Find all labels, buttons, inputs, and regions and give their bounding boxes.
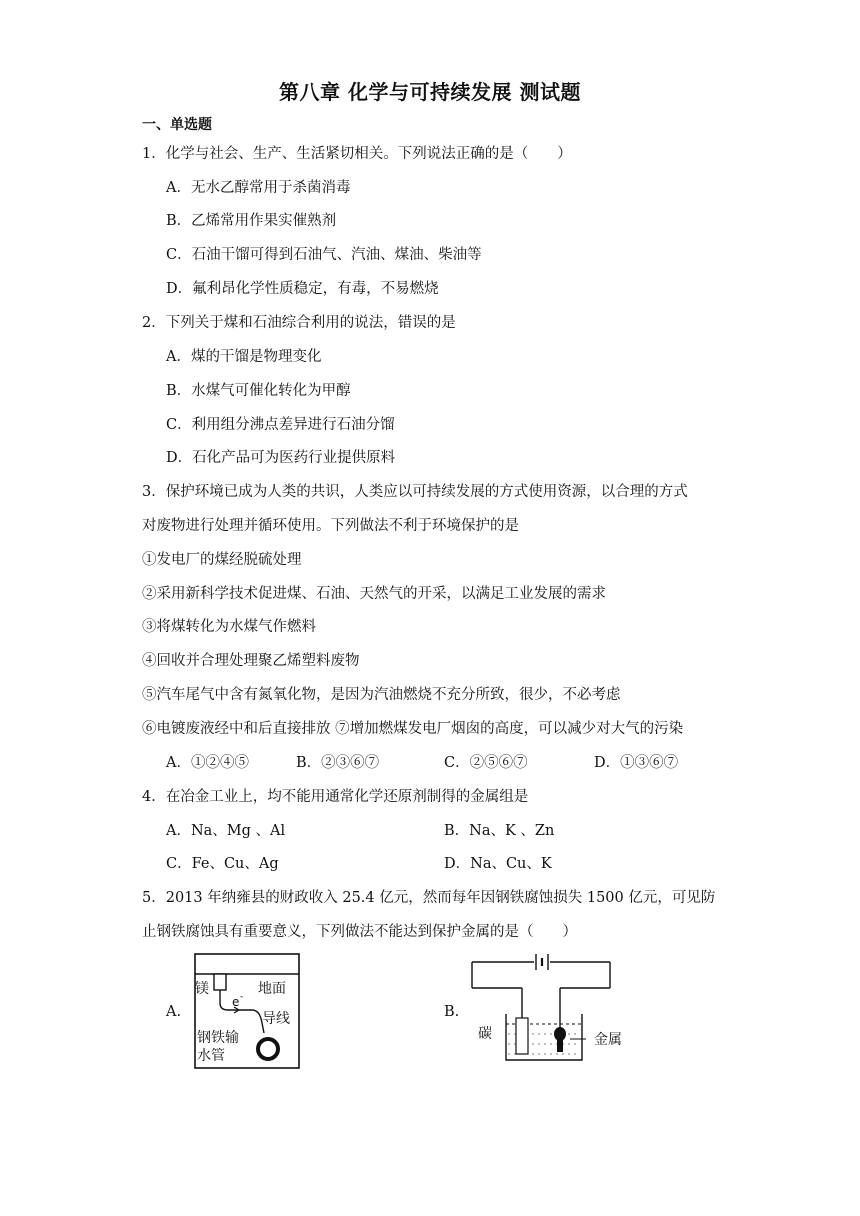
q3-item-1: ①发电厂的煤经脱硫处理 <box>142 552 302 568</box>
section-heading: 一、单选题 <box>142 117 212 133</box>
q2-option-b: B．水煤气可催化转化为甲醇 <box>166 383 351 399</box>
q5-option-b-label: B. <box>444 1004 460 1020</box>
q4-option-d: D．Na、Cu、K <box>444 856 552 872</box>
q1-stem: 1．化学与社会、生产、生活紧切相关。下列说法正确的是（ ） <box>142 146 572 162</box>
q5-stem-line2: 止钢铁腐蚀具有重要意义，下列做法不能达到保护金属的是（ ） <box>142 924 577 940</box>
figure-b-impressed-current <box>470 948 640 1076</box>
q3-item-2: ②采用新科学技术促进煤、石油、天然气的开采，以满足工业发展的需求 <box>142 586 606 602</box>
q5-stem-line1: 5．2013 年纳雍县的财政收入 25.4 亿元，然而每年因钢铁腐蚀损失 1500 亿元，可见防 <box>142 890 716 906</box>
q3-stem-line1: 3．保护环境已成为人类的共识，人类应以可持续发展的方式使用资源，以合理的方式 <box>142 484 688 500</box>
figure-a-mg-label: 镁 <box>195 981 209 997</box>
figure-a-electron-label: e <box>232 995 240 1009</box>
q3-item-6-7: ⑥电镀废液经中和后直接排放 ⑦增加燃煤发电厂烟囱的高度，可以减少对大气的污染 <box>142 721 684 737</box>
q3-option-b: B．②③⑥⑦ <box>296 755 380 771</box>
q4-stem: 4．在冶金工业上，均不能用通常化学还原剂制得的金属组是 <box>142 789 529 805</box>
figure-b-carbon-label: 碳 <box>478 1026 492 1042</box>
q1-option-d: D．氟利昂化学性质稳定，有毒，不易燃烧 <box>166 281 439 297</box>
figure-a-sacrificial-anode <box>194 953 300 1073</box>
q4-option-c: C．Fe、Cu、Ag <box>166 856 279 872</box>
q2-option-a: A．煤的干馏是物理变化 <box>166 349 322 365</box>
figure-a-pipe-label-2: 水管 <box>197 1048 225 1064</box>
figure-a-electron-sup: - <box>240 992 244 1002</box>
q2-option-d: D．石化产品可为医药行业提供原料 <box>166 450 396 466</box>
q4-option-a: A．Na、Mg 、Al <box>166 823 286 839</box>
q3-stem-line2: 对废物进行处理并循环使用。下列做法不利于环境保护的是 <box>142 518 519 534</box>
q3-item-4: ④回收并合理处理聚乙烯塑料废物 <box>142 653 360 669</box>
figure-b-metal-label: 金属 <box>594 1032 622 1048</box>
page-title: 第八章 化学与可持续发展 测试题 <box>279 80 581 104</box>
q3-item-3: ③将煤转化为水煤气作燃料 <box>142 619 316 635</box>
carbon-electrode <box>516 1018 528 1054</box>
magnesium-block <box>214 974 226 990</box>
q2-stem: 2．下列关于煤和石油综合利用的说法，错误的是 <box>142 315 456 331</box>
figure-a-pipe-label-1: 钢铁输 <box>197 1030 239 1046</box>
q1-option-b: B．乙烯常用作果实催熟剂 <box>166 213 337 229</box>
figure-a-ground-label: 地面 <box>258 981 286 997</box>
q3-option-c: C．②⑤⑥⑦ <box>444 755 528 771</box>
q3-option-d: D．①③⑥⑦ <box>594 755 679 771</box>
q1-option-a: A．无水乙醇常用于杀菌消毒 <box>166 180 351 196</box>
figure-a-wire-label: 导线 <box>262 1011 290 1027</box>
q5-option-a-label: A. <box>166 1004 182 1020</box>
q3-item-5: ⑤汽车尾气中含有氮氧化物，是因为汽油燃烧不充分所致，很少，不必考虑 <box>142 687 621 703</box>
q4-option-b: B．Na、K 、Zn <box>444 823 555 839</box>
metal-object-body <box>557 1038 563 1052</box>
q3-option-a: A．①②④⑤ <box>166 755 249 771</box>
q2-option-c: C．利用组分沸点差异进行石油分馏 <box>166 417 395 433</box>
q1-option-c: C．石油干馏可得到石油气、汽油、煤油、柴油等 <box>166 247 482 263</box>
